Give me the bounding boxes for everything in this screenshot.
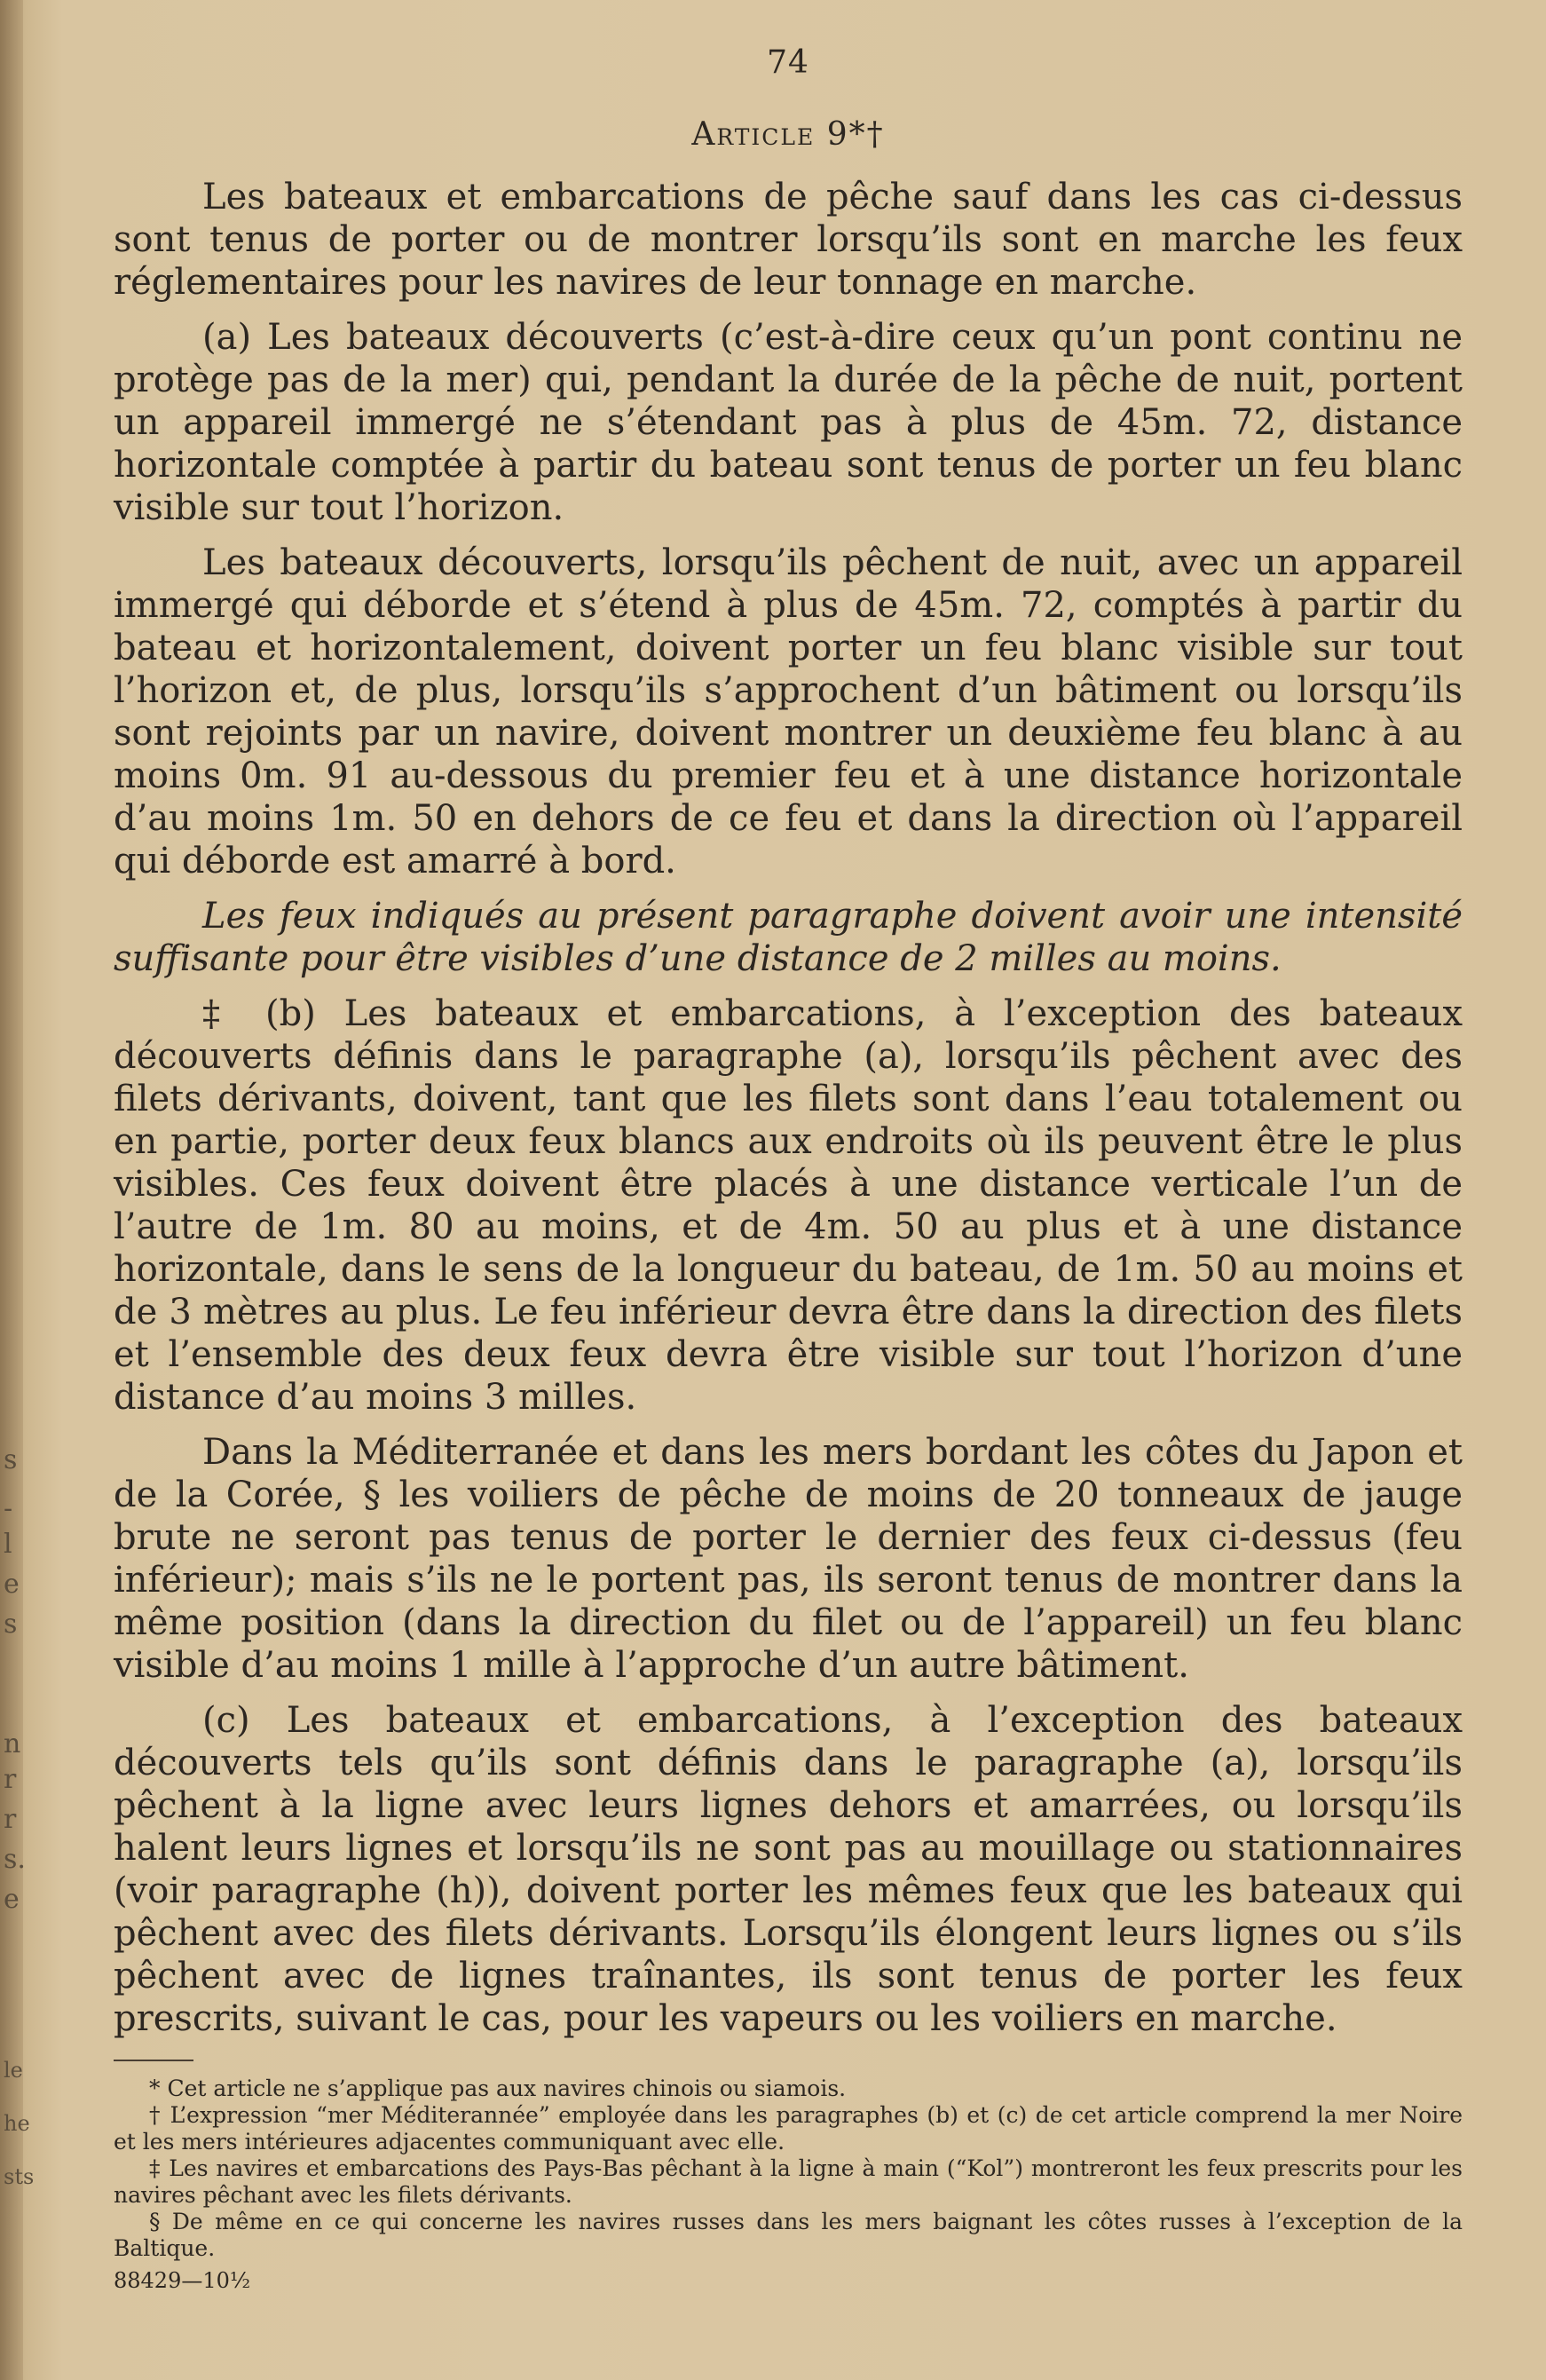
margin-fragment: r bbox=[4, 1764, 17, 1795]
margin-fragment: sts bbox=[4, 2164, 35, 2189]
paragraph-b-mediterranean: Dans la Méditerranée et dans les mers bordant les côtes du Japon et de la Corée, § les voiliers de pêche de moins de 20 tonneaux de jauge brute ne seront pas tenus de porter le dernier des feux ci-dessus (feu inférieur); mais s’ils ne le portent pas, ils seront tenus de montrer dans la même position (dans la direction du filet ou de l’appareil) un feu blanc visible d’au moins 1 mille à l’approche d’un autre bâtiment. bbox=[114, 1432, 1463, 1686]
margin-fragment: l bbox=[4, 1529, 12, 1560]
margin-fragment: n bbox=[4, 1728, 21, 1759]
margin-fragment: - bbox=[4, 1493, 13, 1524]
page-number: 74 bbox=[767, 44, 809, 81]
footnote-asterisk: * Cet article ne s’applique pas aux navires chinois ou siamois. bbox=[149, 2076, 847, 2101]
paragraph-a-continued: Les bateaux découverts, lorsqu’ils pêchent de nuit, avec un appareil immergé qui déborde et s’étend à plus de 45m. 72, comptés à partir du bateau et horizontalement, doivent porter un feu blanc visible sur tout l’horizon et, de plus, lorsqu’ils s’approchent d’un bâtiment ou lorsqu’ils sont rejoints par un navire, doivent montrer un deuxième feu blanc à au moins 0m. 91 au-dessous du premier feu et à une distance horizontale d’au moins 1m. 50 en dehors de ce feu et dans la direction où l’appareil qui déborde est amarré à bord. bbox=[114, 542, 1463, 882]
footnote-dagger: † L’expression “mer Méditerannée” employée dans les paragraphes (b) et (c) de cet article comprend la mer Noire et les mers intérieures adjacentes communiquant avec elle. bbox=[114, 2102, 1463, 2155]
printer-mark: 88429—10½ bbox=[114, 2268, 251, 2293]
page-content bbox=[114, 44, 1463, 2294]
article-title: Article 9*† bbox=[691, 116, 885, 153]
paragraph-a: (a) Les bateaux découverts (c’est-à-dire ceux qu’un pont continu ne protège pas de la mer) qui, pendant la durée de la pêche de nuit, portent un appareil immergé ne s’étendant pas à plus de 45m. 72, distance horizontale comptée à partir du bateau sont tenus de porter un feu blanc visible sur tout l’horizon. bbox=[114, 317, 1463, 528]
margin-fragment: s. bbox=[4, 1844, 26, 1875]
margin-fragment: e bbox=[4, 1884, 20, 1915]
footnote-section: § De même en ce qui concerne les navires russes dans les mers baignant les côtes russes à l’exception de la Baltique. bbox=[114, 2209, 1463, 2261]
margin-fragments bbox=[4, 1444, 39, 2083]
margin-fragment: s bbox=[4, 1444, 18, 1475]
margin-fragment: he bbox=[4, 2111, 30, 2136]
footnote-double-dagger: ‡ Les navires et embarcations des Pays-Bas pêchant à la ligne à main (“Kol”) montreront les feux prescrits pour les navires pêchant avec les filets dérivants. bbox=[114, 2155, 1463, 2208]
margin-fragments-lower bbox=[4, 2113, 39, 2219]
paragraph-a-intensity: Les feux indiqués au présent paragraphe doivent avoir une intensité suffisante pour être visibles d’une distance de 2 milles au moins. bbox=[114, 896, 1463, 979]
margin-fragment: e bbox=[4, 1569, 20, 1600]
footnote-divider bbox=[114, 2060, 193, 2061]
paragraph-c: (c) Les bateaux et embarcations, à l’exception des bateaux découverts tels qu’ils sont définis dans le paragraphe (a), lorsqu’ils pêchent à la ligne avec leurs lignes dehors et amarrées, ou lorsqu’ils halent leurs lignes et lorsqu’ils ne sont pas au mouillage ou stationnaires (voir paragraphe (h)), doivent porter les mêmes feux que les bateaux qui pêchent avec des filets dérivants. Lorsqu’ils élongent leurs lignes ou s’ils pêchent avec de lignes traînantes, ils sont tenus de porter les feux prescrits, suivant le cas, pour les vapeurs ou les voiliers en marche. bbox=[114, 1700, 1463, 2039]
paragraph-b: ‡ (b) Les bateaux et embarcations, à l’exception des bateaux découverts définis dans le paragraphe (a), lorsqu’ils pêchent avec des filets dérivants, doivent, tant que les filets sont dans l’eau totalement ou en partie, porter deux feux blancs aux endroits où ils peuvent être le plus visibles. Ces feux doivent être placés à une distance verticale l’un de l’autre de 1m. 80 au moins, et de 4m. 50 au plus et à une distance horizontale, dans le sens de la longueur du bateau, de 1m. 50 au moins et de 3 mètres au plus. Le feu inférieur devra être dans la direction des filets et l’ensemble des deux feux devra être visible sur tout l’horizon d’une distance d’au moins 3 milles. bbox=[114, 993, 1463, 1418]
margin-fragment: s bbox=[4, 1609, 18, 1640]
margin-fragment: r bbox=[4, 1804, 17, 1835]
paragraph-intro: Les bateaux et embarcations de pêche sauf dans les cas ci-dessus sont tenus de porter ou de montrer lorsqu’ils sont en marche les feux réglementaires pour les navires de leur tonnage en marche. bbox=[114, 177, 1463, 303]
margin-fragment: le bbox=[4, 2058, 23, 2083]
